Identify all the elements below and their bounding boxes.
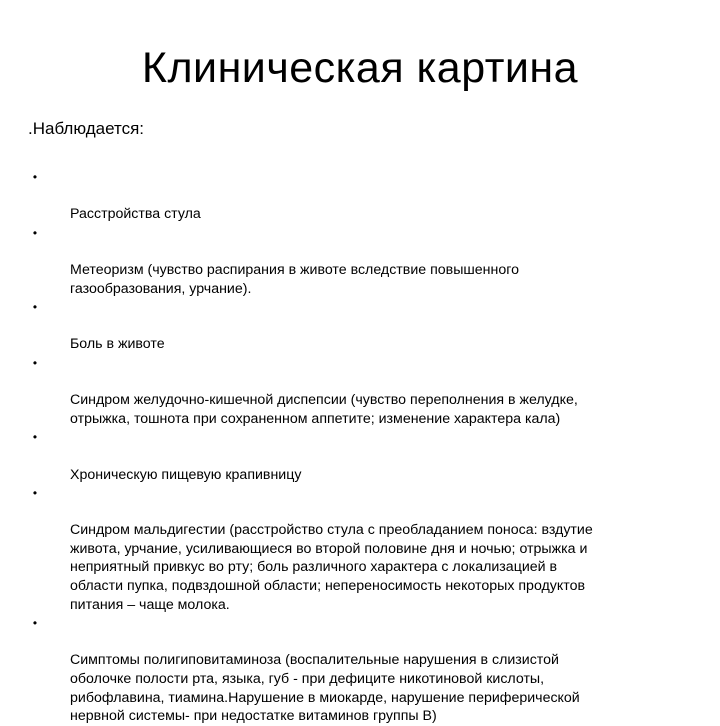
list-item-text: Боль в животе [70, 336, 165, 353]
bullet-icon: • [32, 300, 38, 315]
list-item [30, 428, 680, 484]
list-item-text: Симптомы полигиповитаминоза (воспалительные нарушения в слизистой оболочке полости рта, языка, губ - при дефиците никотиновой кислоты, рибофлавина, тиамина.Нарушение в миокарде, нарушение периферической нервной системы- при недостатке витаминов группы В) [70, 652, 580, 725]
list-item [30, 298, 680, 354]
symptom-list [30, 168, 680, 726]
list-item-text: Хроническую пищевую крапивницу [70, 466, 302, 483]
list-item [30, 354, 680, 428]
list-item-text: Синдром мальдигестии (расстройство стула с преобладанием поноса: вздутие живота, урчание, усиливающиеся во второй половине дня и ночью; отрыжка и неприятный привкус во рту; боль различного характера с локализацией в области пупка, подвздошной области; непереносимость некоторых продуктов питания – чаще молока. [70, 522, 593, 613]
list-item-text: Метеоризм (чувство распирания в животе вследствие повышенного газообразования, урчание). [70, 261, 519, 297]
list-item [30, 484, 680, 614]
bullet-icon: • [32, 170, 38, 184]
bullet-icon: • [32, 616, 38, 631]
list-item-text: Расстройства стула [70, 206, 201, 223]
list-item-text: Синдром желудочно-кишечной диспепсии (чувство переполнения в желудке, отрыжка, тошнота при сохраненном аппетите; изменение характера кала) [70, 392, 578, 427]
list-item [30, 168, 680, 224]
bullet-icon: • [32, 355, 38, 370]
bullet-icon: • [32, 225, 38, 240]
list-item [30, 224, 680, 298]
bullet-icon: • [32, 486, 38, 501]
slide-title: Клиническая картина [141, 44, 579, 92]
bullet-icon: • [32, 430, 38, 445]
slide-subtitle: .Наблюдается: [28, 119, 145, 138]
list-item [30, 614, 680, 726]
